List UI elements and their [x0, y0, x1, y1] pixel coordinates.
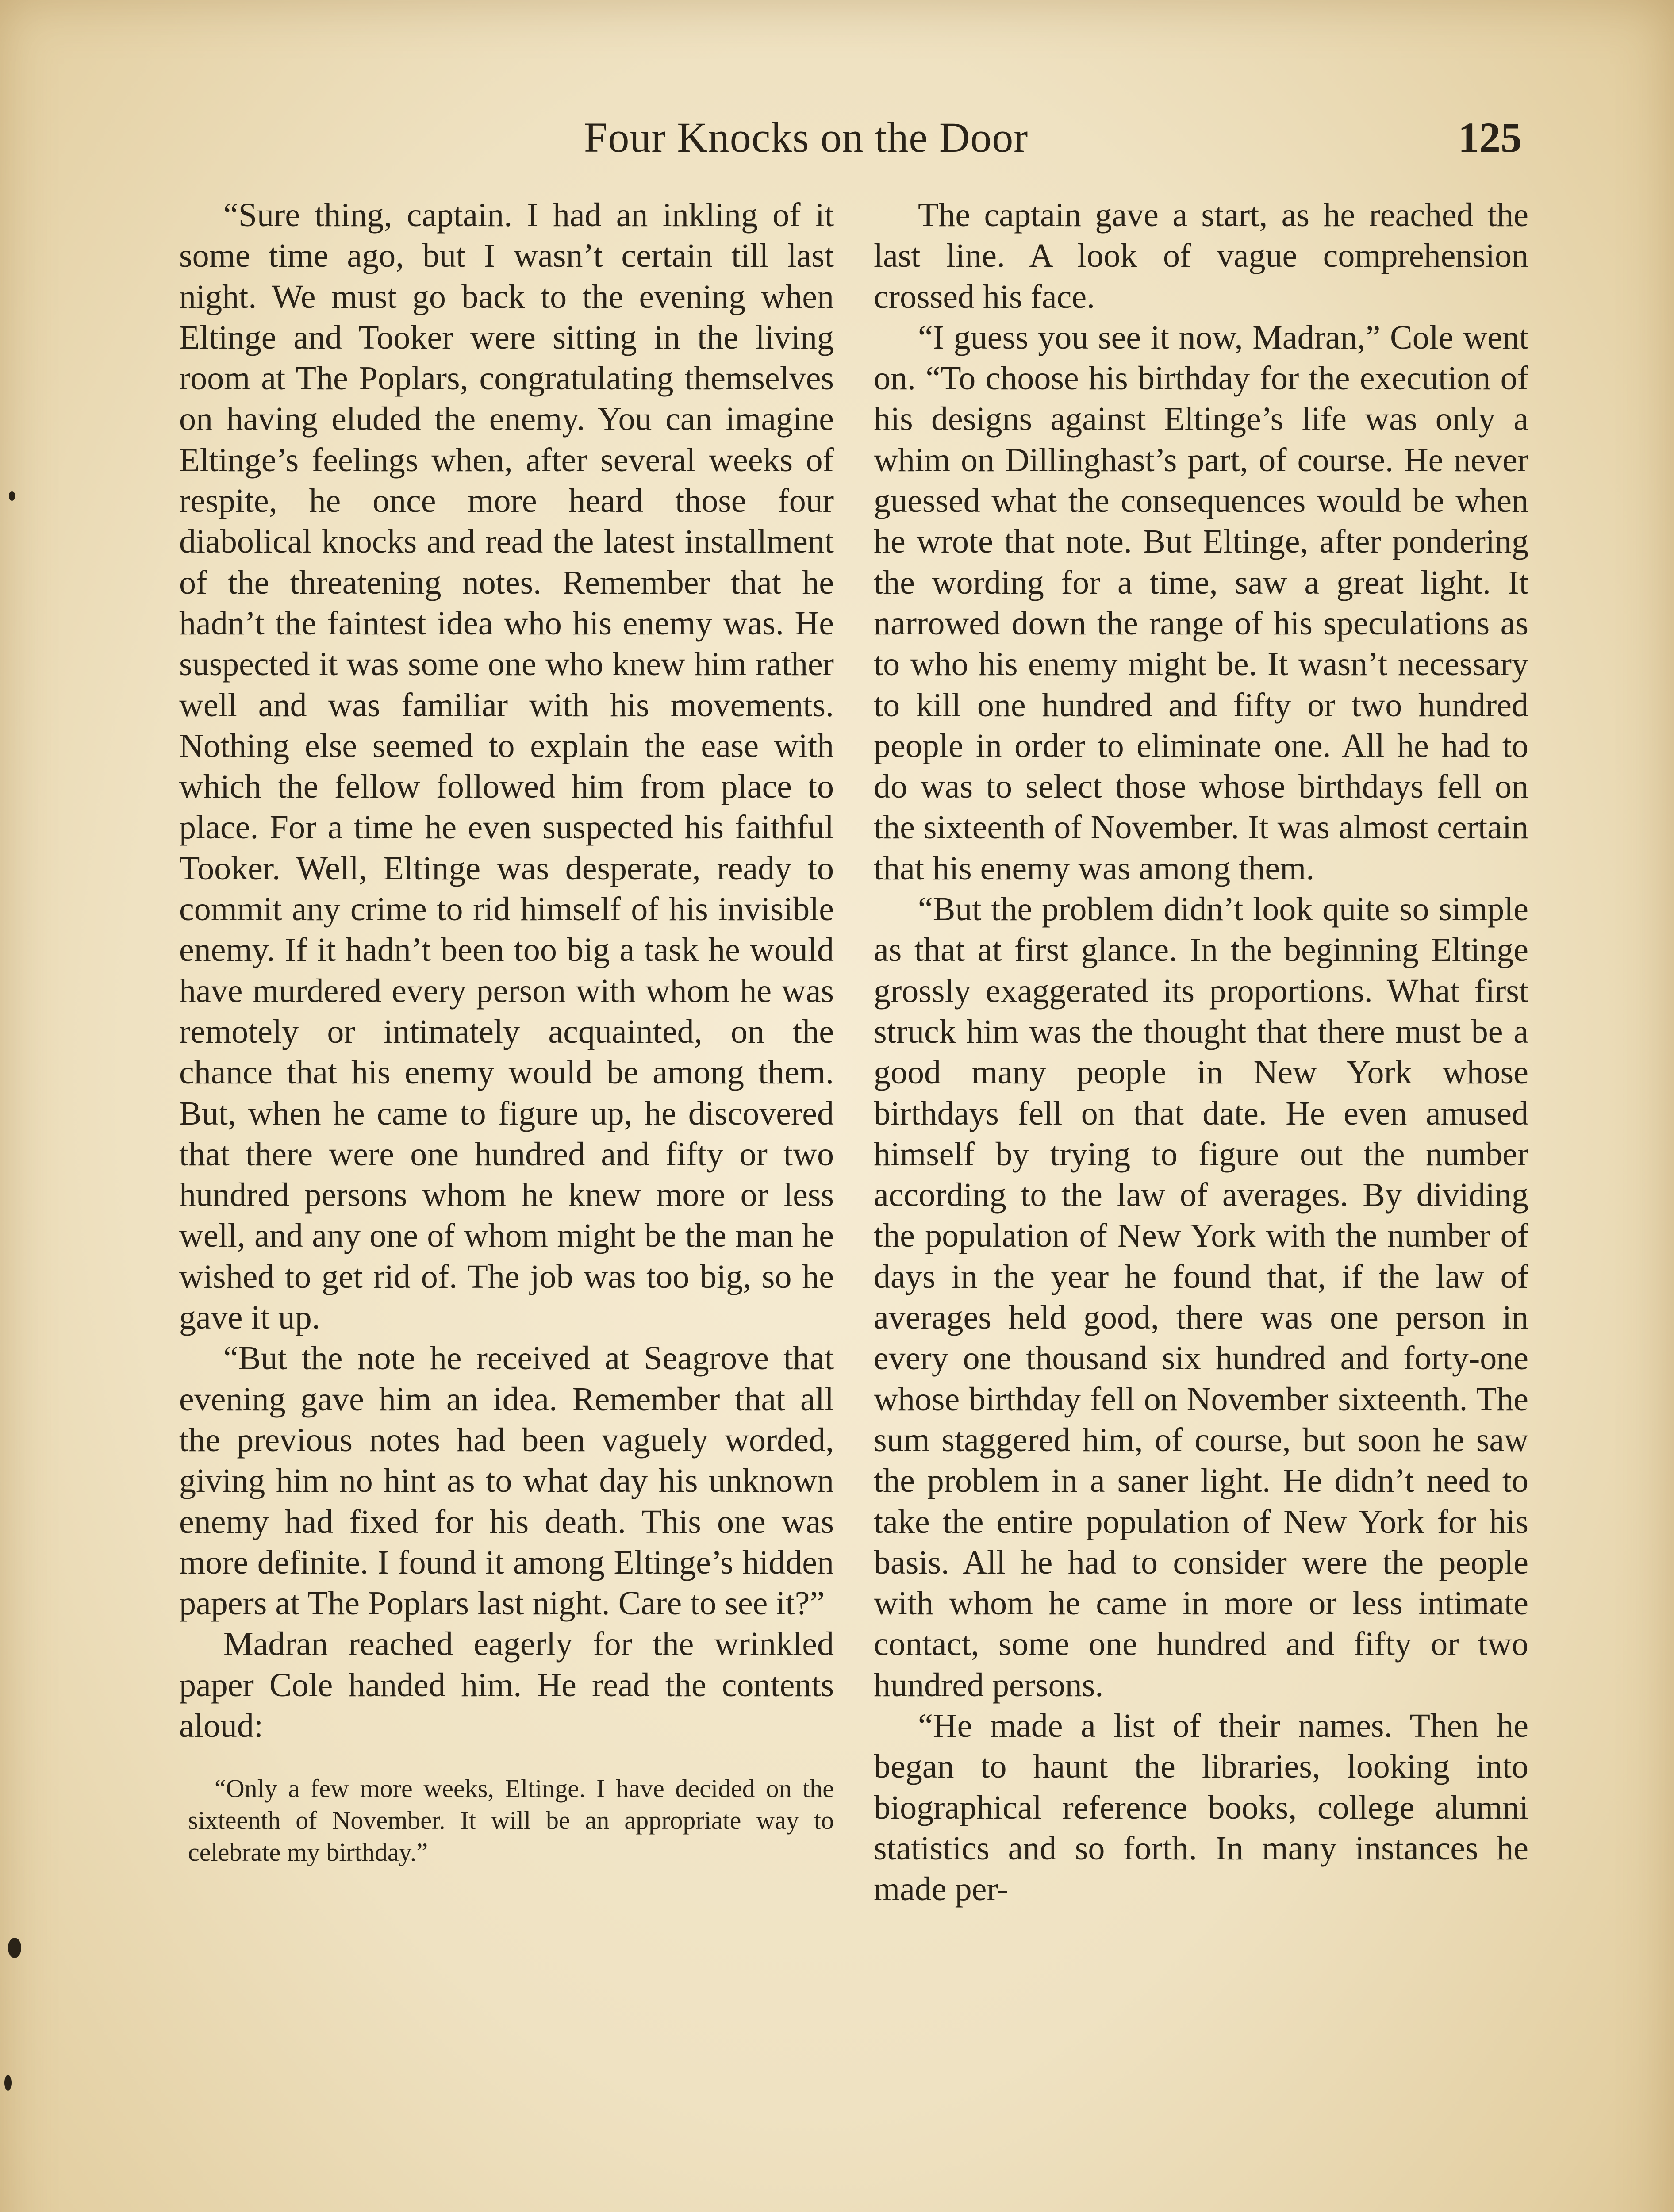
paragraph: The captain gave a start, as he reached the last line. A look of vague comprehension crossed his face.: [874, 196, 1528, 315]
running-title: Four Knocks on the Door: [584, 114, 1029, 161]
paper-speck: [9, 491, 15, 501]
left-column: [179, 195, 834, 1868]
right-column: [874, 195, 1528, 1909]
paragraph: “Sure thing, captain. I had an inkling of it some time ago, but I wasn’t certain till last night. We must go back to the evening when Eltinge and Tooker were sitting in the living room at The Poplars, congratulating themselves on having eluded the enemy. You can imagine Eltinge’s feelings when, after several weeks of respite, he once more heard those four diabolical knocks and read the latest installment of the threatening notes. Remember that he hadn’t the faintest idea who his enemy was. He suspected it was some one who knew him rather well and was familiar with his movements. Nothing else seemed to explain the ease with which the fellow followed him from place to place. For a time he even suspected his faithful Tooker. Well, Eltinge was desperate, ready to commit any crime to rid himself of his invisible enemy. If it hadn’t been too big a task he would have murdered every person with whom he was remotely or intimately acquainted, on the chance that his enemy would be among them. But, when he came to figure up, he discovered that there were one hundred and fifty or two hundred persons whom he knew more or less well, and any one of whom might be the man he wished to get rid of. The job was too big, so he gave it up.: [179, 196, 834, 1336]
quoted-note: “Only a few more weeks, Eltinge. I have decided on the sixteenth of November. It will be an appropriate way to celebrate my birthday.”: [188, 1774, 834, 1867]
paragraph: “He made a list of their names. Then he began to haunt the libraries, looking into biographical reference books, college alumni statistics and so forth. In many instances he made per-: [874, 1707, 1528, 1908]
paragraph: “But the problem didn’t look quite so simple as that at first glance. In the beginning Eltinge grossly exaggerated its proportions. What first struck him was the thought that there must be a good many people in New York whose birthdays fell on that date. He even amused himself by trying to figure out the number according to the law of averages. By dividing the population of New York with the number of days in the year he found that, if the law of averages held good, there was one person in every one thousand six hundred and forty-one whose birthday fell on November sixteenth. The sum staggered him, of course, but soon he saw the problem in a saner light. He didn’t need to take the entire population of New York for his basis. All he had to consider were the people with whom he came in more or less intimate contact, some one hundred and fifty or two hundred persons.: [874, 891, 1528, 1704]
paper-speck: [8, 1938, 21, 1958]
paragraph: Madran reached eagerly for the wrinkled paper Cole handed him. He read the contents aloud:: [179, 1625, 834, 1744]
page-header: [181, 113, 1522, 166]
paper-speck: [4, 2075, 12, 2091]
paragraph: “I guess you see it now, Madran,” Cole went on. “To choose his birthday for the execution of his designs against Eltinge’s life was only a whim on Dillinghast’s part, of course. He never guessed what the consequences would be when he wrote that note. But Eltinge, after pondering the wording for a time, saw a great light. It narrowed down the range of his speculations as to who his enemy might be. It wasn’t necessary to kill one hundred and fifty or two hundred people in order to eliminate one. All he had to do was to select those whose birthdays fell on the sixteenth of November. It was almost certain that his enemy was among them.: [874, 319, 1528, 887]
paragraph: “But the note he received at Seagrove that evening gave him an idea. Remember that all the previous notes had been vaguely worded, giving him no hint as to what day his unknown enemy had fixed for his death. This one was more definite. I found it among Eltinge’s hidden papers at The Poplars last night. Care to see it?”: [179, 1340, 834, 1622]
page-number: 125: [1458, 114, 1522, 161]
